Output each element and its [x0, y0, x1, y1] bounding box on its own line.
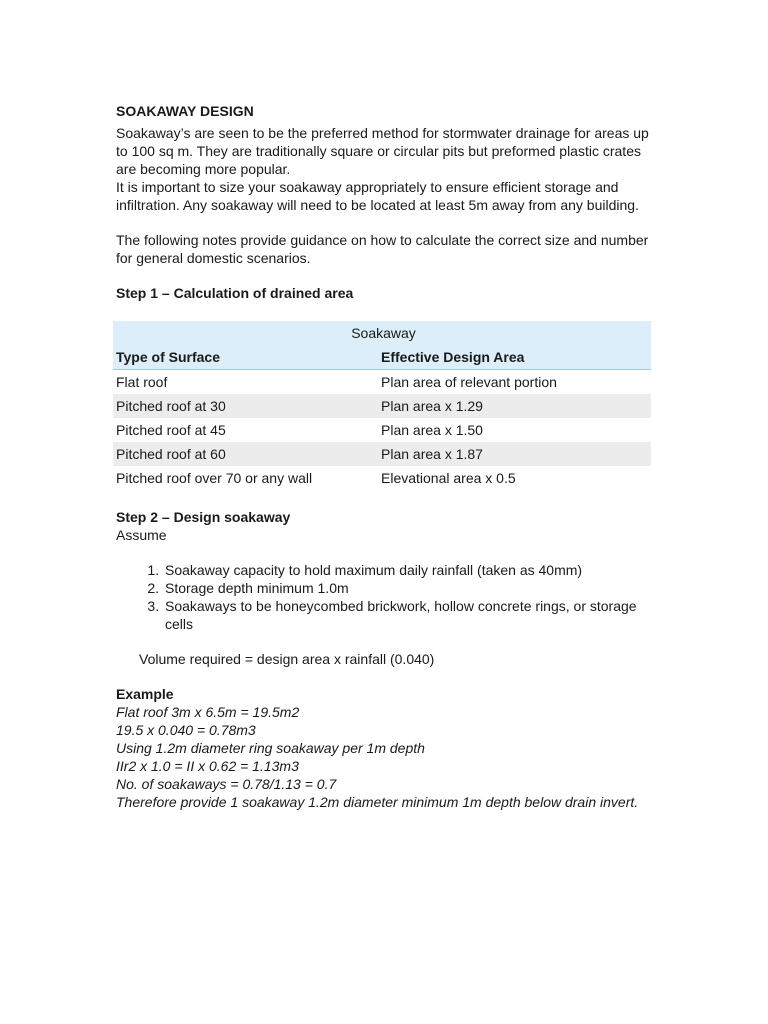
volume-formula: Volume required = design area x rainfall (0.040) [139, 651, 435, 667]
cell-design-area: Plan area of relevant portion [381, 374, 557, 390]
table-row [113, 418, 651, 442]
table-header-row [113, 345, 651, 370]
example-heading: Example [116, 686, 174, 702]
spacer [116, 302, 656, 321]
cell-design-area: Plan area x 1.87 [378, 442, 651, 466]
example-line: Using 1.2m diameter ring soakaway per 1m depth [116, 740, 425, 756]
cell-design-area: Plan area x 1.50 [381, 422, 483, 438]
example-line: 19.5 x 0.040 = 0.78m3 [116, 722, 256, 738]
cell-surface: Flat roof [116, 374, 168, 390]
spacer [116, 544, 656, 561]
assumptions-list [116, 561, 656, 633]
spacer [116, 633, 656, 650]
assume-label: Assume [116, 527, 167, 543]
table-caption-row [113, 321, 651, 345]
cell-design-area: Plan area x 1.29 [378, 394, 651, 418]
cell-design-area: Elevational area x 0.5 [381, 470, 516, 486]
page-title: SOAKAWAY DESIGN [116, 103, 254, 119]
cell-surface: Pitched roof at 30 [113, 394, 378, 418]
column-header-design-area: Effective Design Area [378, 345, 651, 370]
guidance-paragraph: The following notes provide guidance on how to calculate the correct size and number for general domestic scenarios. [116, 232, 649, 266]
example-line: Therefore provide 1 soakaway 1.2m diameter minimum 1m depth below drain invert. [116, 794, 639, 810]
intro-paragraph-1: Soakaway’s are seen to be the preferred method for stormwater drainage for areas up to 100 sq m. They are traditionally square or circular pits but preformed plastic crates are becoming more popular. [116, 125, 649, 177]
step-2-heading: Step 2 – Design soakaway [116, 509, 291, 525]
example-line: IIr2 x 1.0 = II x 0.62 = 1.13m3 [116, 758, 299, 774]
table-row [113, 370, 651, 395]
document-page [116, 101, 656, 811]
table-row [113, 466, 651, 490]
spacer [116, 214, 656, 231]
list-item: 2. Storage depth minimum 1.0m [163, 579, 656, 597]
table-row [113, 442, 651, 466]
spacer [116, 490, 656, 508]
spacer [116, 267, 656, 284]
surface-area-table [113, 321, 651, 490]
table-caption: Soakaway [113, 321, 651, 345]
cell-surface: Pitched roof over 70 or any wall [116, 470, 313, 486]
list-item: 3. Soakaways to be honeycombed brickwork, hollow concrete rings, or storage cells [163, 597, 656, 633]
example-line: No. of soakaways = 0.78/1.13 = 0.7 [116, 776, 337, 792]
intro-paragraph-2: It is important to size your soakaway appropriately to ensure efficient storage and infiltration. Any soakaway will need to be located at least 5m away from any building. [116, 179, 639, 213]
spacer [116, 668, 656, 685]
example-line: Flat roof 3m x 6.5m = 19.5m2 [116, 704, 300, 720]
column-header-surface: Type of Surface [113, 345, 378, 370]
table-row [113, 394, 651, 418]
cell-surface: Pitched roof at 45 [116, 422, 226, 438]
cell-surface: Pitched roof at 60 [113, 442, 378, 466]
step-1-heading: Step 1 – Calculation of drained area [116, 285, 354, 301]
list-item: 1. Soakaway capacity to hold maximum daily rainfall (taken as 40mm) [163, 561, 656, 579]
